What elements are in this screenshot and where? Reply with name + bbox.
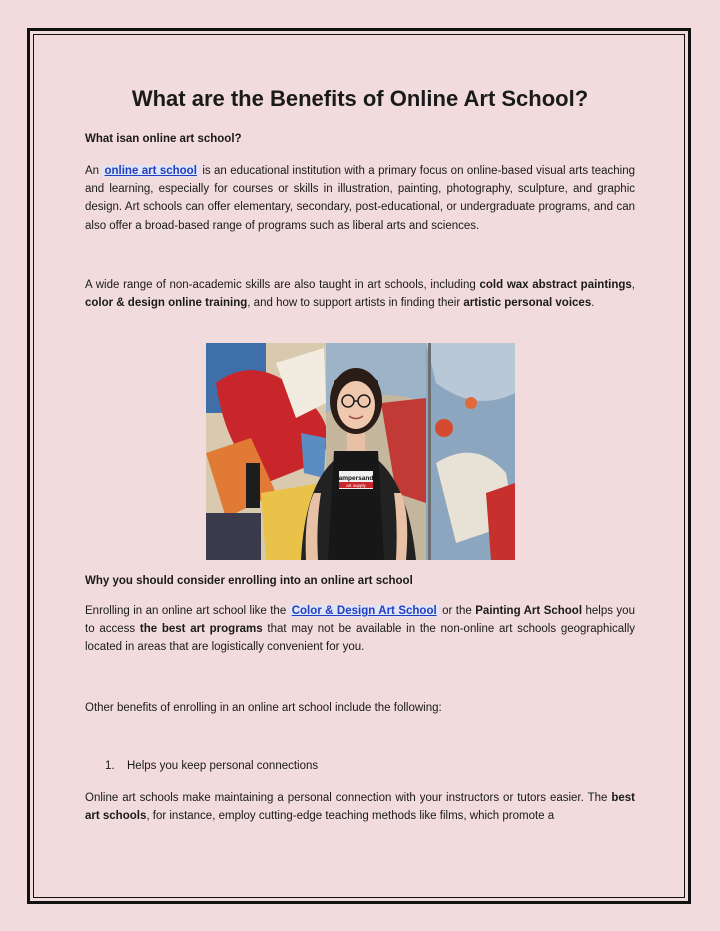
apron-logo-subtext: art supply <box>346 483 366 488</box>
paragraph-skills <box>85 276 635 312</box>
page-title: What are the Benefits of Online Art School? <box>131 86 589 111</box>
list-item-number: 1. <box>105 760 115 772</box>
paragraph-definition <box>85 162 635 235</box>
para2-text-post: . <box>591 297 595 310</box>
artist-photo <box>206 343 515 560</box>
list-item-text: Helps you keep personal connections <box>127 760 319 772</box>
para3-bold-best-programs: the best art programs <box>139 623 263 636</box>
section-heading-what-is: What isan online art school? <box>85 133 242 145</box>
para5-text-pre: Online art schools make maintaining a personal connection with your instructors or tutors easier. The <box>85 792 608 804</box>
para3-text-pre: Enrolling in an online art school like the <box>85 605 287 617</box>
online-art-school-link[interactable]: online art school <box>104 165 197 177</box>
para2-text-mid: , and how to support artists in finding their <box>247 297 461 310</box>
paragraph-personal-connection <box>85 789 635 825</box>
para3-bold-painting-school: Painting Art School <box>475 605 583 617</box>
apron-logo-text: ampersand <box>338 475 374 482</box>
paragraph-other-benefits: Other benefits of enrolling in an online art school include the following: <box>85 702 442 714</box>
artist-photo-illustration <box>206 343 515 560</box>
para2-bold-artistic-voices: artistic personal voices <box>463 297 592 310</box>
para2-comma: , <box>631 279 635 291</box>
color-design-art-school-link[interactable]: Color & Design Art School <box>291 605 437 617</box>
para5-bold-best-art-schools: best art schools <box>85 792 635 823</box>
para2-bold-cold-wax: cold wax abstract paintings <box>479 279 632 291</box>
para1-text-pre: An <box>85 165 100 177</box>
list-item <box>105 760 318 772</box>
para3-text-post: that may not be available in the non-online art schools geographically located in areas that are logistically convenient for you. <box>85 623 636 654</box>
para1-text-post: is an educational institution with a primary focus on online-based visual arts teaching and learning, especially for courses or skills in illustration, painting, photography, sculpture, and graphic design. Art schools can offer elementary, secondary, post-educational, or undergraduate programs, and can also offer a broad-based range of programs such as liberal arts and sciences. <box>85 165 635 232</box>
section-heading-why-enroll: Why you should consider enrolling into an online art school <box>85 575 413 587</box>
para2-bold-color-design: color & design online training <box>85 297 248 310</box>
para3-text-mid: or the <box>442 605 472 617</box>
para5-text-post: , for instance, employ cutting-edge teaching methods like films, which promote a <box>146 810 555 823</box>
para3-text-mid2: helps you to access <box>85 605 635 636</box>
para2-text-pre: A wide range of non-academic skills are also taught in art schools, including <box>85 279 476 291</box>
paragraph-enrolling <box>85 602 635 657</box>
